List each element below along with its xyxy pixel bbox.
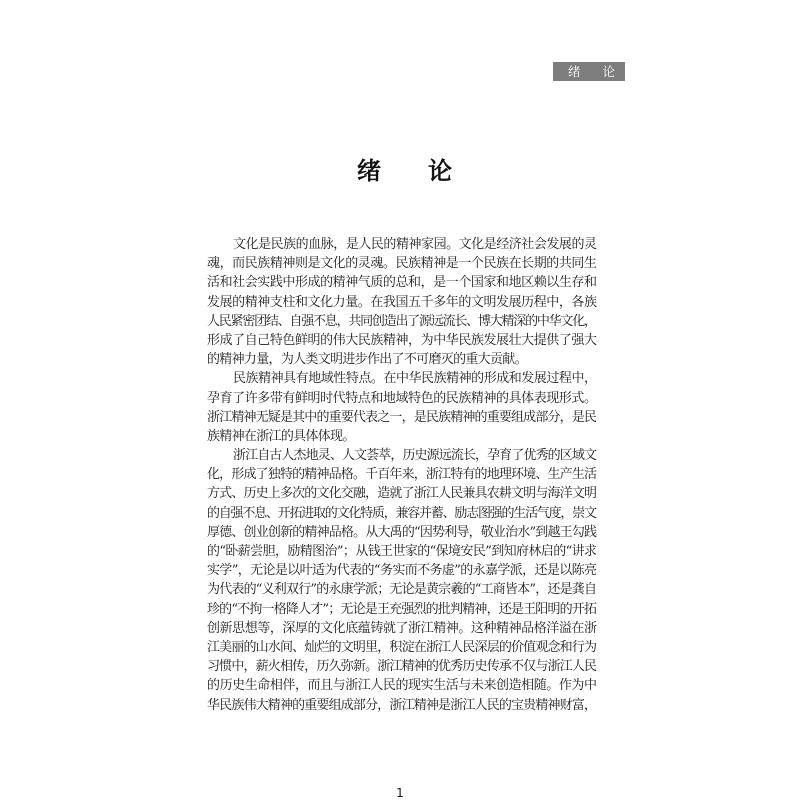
text-line: 为代表的“义利双行”的永康学派；无论是黄宗羲的“工商皆本”，还是龚自 [207,582,597,598]
text-line: 化，形成了独特的精神品格。千百年来，浙江特有的地理环境、生产生活 [207,467,597,483]
running-header-tab [553,62,638,81]
text-line: 厚德、创业创新的精神品格。从大禹的“因势利导，敬业治水”到越王勾践 [207,524,597,540]
text-line: 浙江精神无疑是其中的重要代表之一，是民族精神的重要组成部分，是民 [207,409,597,425]
text-line: 族精神在浙江的具体体现。 [207,428,355,444]
running-header-label: 绪论 [568,64,638,79]
text-line: 的自强不息、开拓进取的文化特质，兼容并蓄、励志图强的生活气度，崇文 [207,505,596,521]
paragraph [207,369,597,446]
text-line: 活和社会实践中形成的精神气质的总和，是一个国家和地区赖以生存和 [207,275,597,291]
text-line: 珍的“不拘一格降人才”；无论是王充强烈的批判精神，还是王阳明的开拓 [207,601,597,617]
text-line: 江美丽的山水间、灿烂的文明里，积淀在浙江人民深层的价值观念和行为 [207,639,597,655]
page-number: 1 [396,786,404,800]
text-line: 华民族伟大精神的重要组成部分，浙江精神是浙江人民的宝贵精神财富， [207,697,597,713]
text-line: 的精神力量，为人类文明进步作出了不可磨灭的重大贡献。 [207,352,527,368]
text-line: 魂，而民族精神则是文化的灵魂。民族精神是一个民族在长期的共同生 [207,256,597,272]
text-line: 文化是民族的血脉，是人民的精神家园。文化是经济社会发展的灵 [233,237,597,252]
text-line: 人民紧密团结、自强不息，共同创造出了源远流长、博大精深的中华文化， [207,313,596,329]
text-line: 的“卧薪尝胆，励精图治”；从钱王世家的“保境安民”到知府林启的“讲求 [207,544,597,559]
paragraph [207,446,597,715]
text-line: 创新思想等，深厚的文化底蕴铸就了浙江精神。这种精神品格洋溢在浙 [207,620,597,636]
chapter-title: 绪论 [357,157,499,185]
text-line: 的历史生命相伴，而且与浙江人民的现实生活与未来创造相随。作为中 [207,678,597,694]
text-line: 实学”，无论是以叶适为代表的“务实而不务虚”的永嘉学派，还是以陈亮 [207,563,597,579]
text-line: 形成了自己特色鲜明的伟大民族精神，为中华民族发展壮大提供了强大 [207,332,597,348]
text-line: 发展的精神支柱和文化力量。在我国五千多年的文明发展历程中，各族 [207,294,597,310]
text-line: 孕育了许多带有鲜明时代特点和地域特色的民族精神的具体表现形式。 [207,390,597,406]
text-line: 习惯中，薪火相传，历久弥新。浙江精神的优秀历史传承不仅与浙江人民 [207,659,597,675]
text-line: 方式、历史上多次的文化交融，造就了浙江人民兼具农耕文明与海洋文明 [207,486,597,502]
text-line: 民族精神具有地域性特点。在中华民族精神的形成和发展过程中， [233,371,597,387]
body-text [207,235,597,715]
paragraph [207,235,597,369]
text-line: 浙江自古人杰地灵、人文荟萃，历史源远流长，孕育了优秀的区域文 [233,448,597,464]
